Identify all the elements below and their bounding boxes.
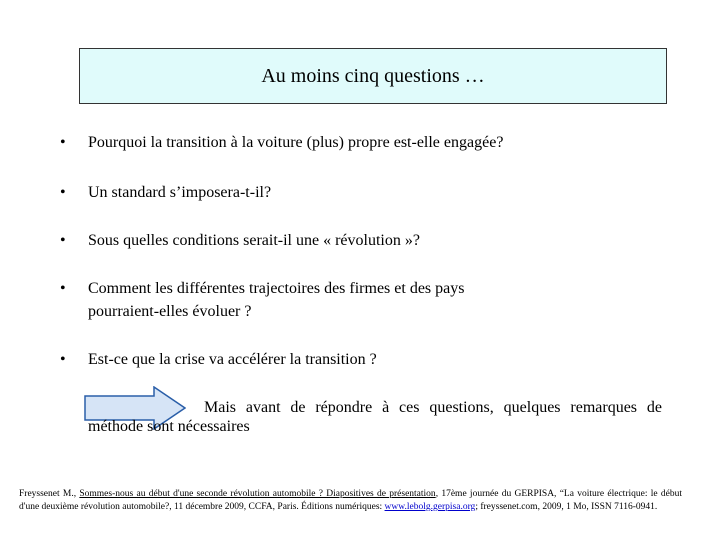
slide-title: Au moins cinq questions … <box>261 64 485 87</box>
bullet-icon: • <box>60 232 66 249</box>
slide-title-box <box>79 48 667 104</box>
list-item-text: Est-ce que la crise va accélérer la transition ? <box>88 351 377 368</box>
bullet-icon: • <box>60 351 66 368</box>
reference-details: , 17ème journée du GERPISA, “La voiture électrique: le début d'une deuxième révolution automobile?, 11 décembre 2009, CCFA, Paris. Éditions numériques: <box>19 489 682 512</box>
reference-tail: ; freyssenet.com, 2009, 1 Mo, ISSN 7116-0941. <box>475 502 658 512</box>
bullet-icon: • <box>60 280 66 297</box>
reference-citation <box>19 488 682 514</box>
reference-title-link[interactable]: Sommes-nous au début d'une seconde révolution automobile ? Diapositives de présentation <box>79 489 436 499</box>
list-item-text: Un standard s’imposera-t-il? <box>88 184 272 201</box>
list-item-text: Pourquoi la transition à la voiture (plus) propre est-elle engagée? <box>88 134 504 151</box>
bullet-icon: • <box>60 184 66 201</box>
bullet-icon: • <box>60 134 66 151</box>
reference-author: Freyssenet M., <box>19 489 80 499</box>
list-item-text: Comment les différentes trajectoires des firmes et des pays pourraient-elles évoluer ? <box>88 280 465 320</box>
list-item-text: Sous quelles conditions serait-il une « révolution »? <box>88 232 420 249</box>
method-note: Mais avant de répondre à ces questions, quelques remarques de méthode sont nécessaires <box>88 399 662 435</box>
reference-blog-link[interactable]: www.lebolg.gerpisa.org <box>384 502 476 512</box>
